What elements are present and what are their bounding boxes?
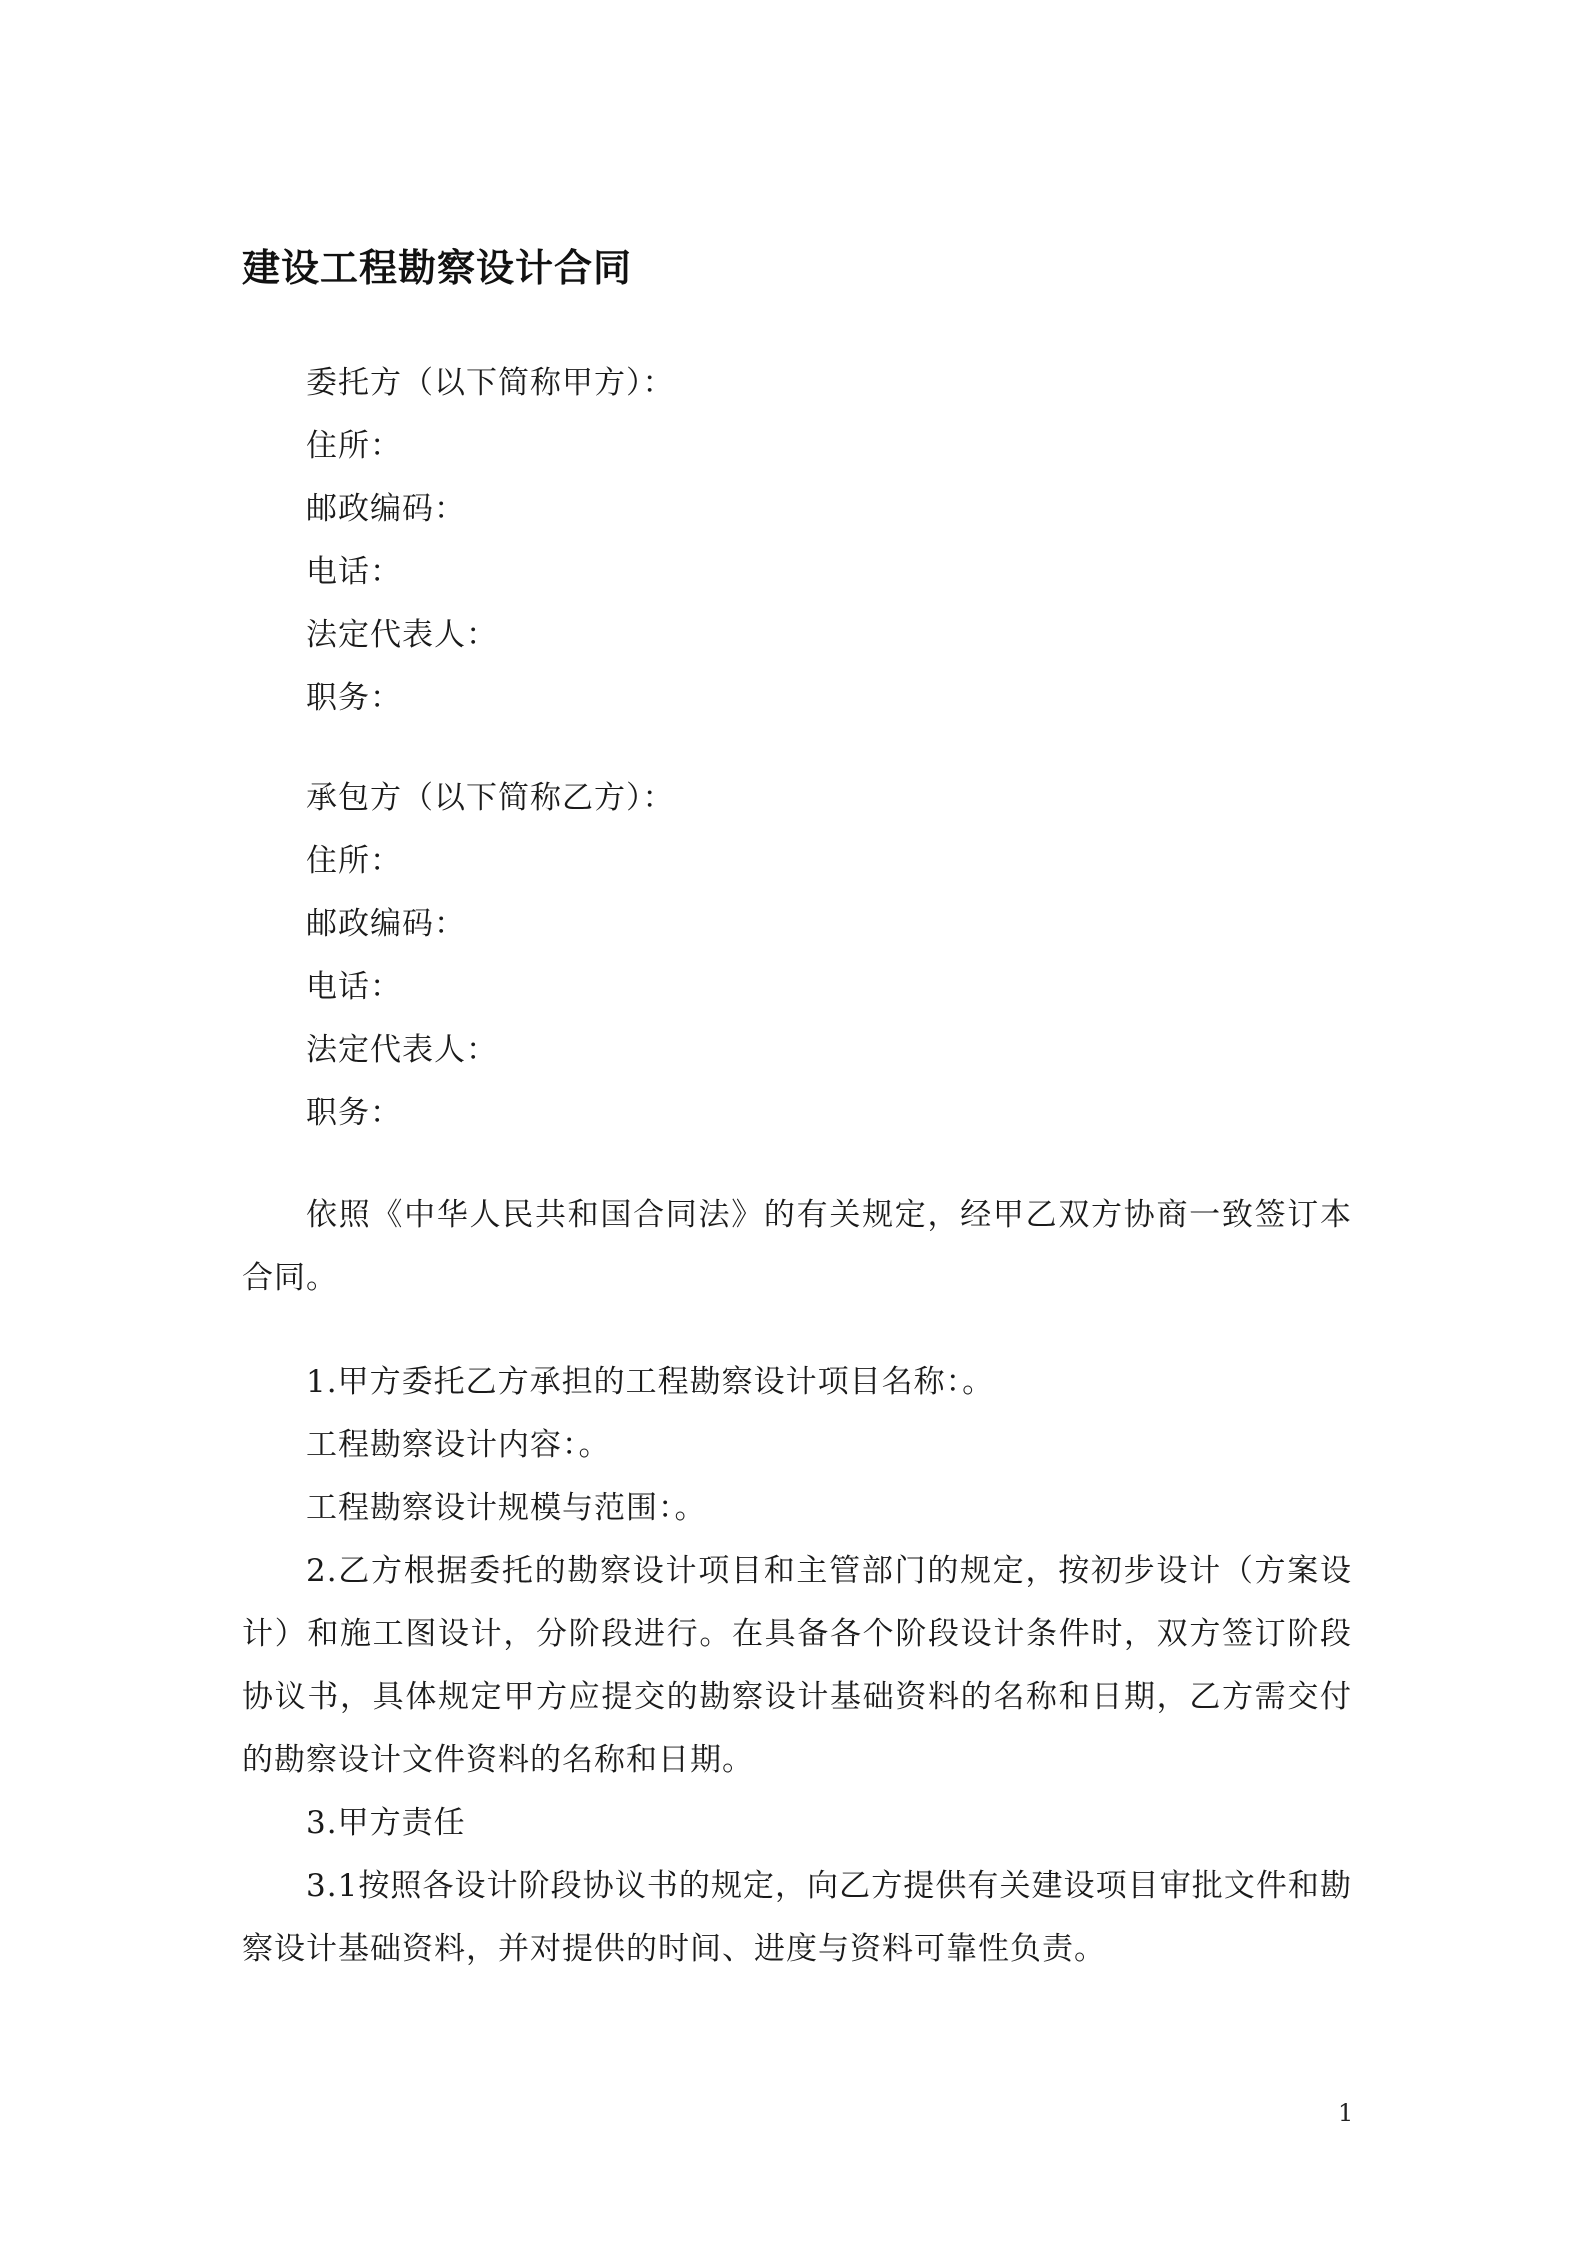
party-a-legal-rep: 法定代表人： xyxy=(306,617,498,653)
party-b-legal-rep: 法定代表人： xyxy=(306,1032,498,1068)
party-b-position: 职务： xyxy=(306,1095,402,1131)
page-number: 1 xyxy=(1338,2099,1354,2127)
party-a-address: 住所： xyxy=(306,428,402,464)
document-title: 建设工程勘察设计合同 xyxy=(242,246,633,290)
party-b-phone: 电话： xyxy=(306,969,402,1005)
clauses-block xyxy=(242,1351,1352,1981)
party-b-postcode: 邮政编码： xyxy=(306,906,466,942)
party-a-postcode: 邮政编码： xyxy=(306,491,466,527)
clause-1: 1.甲方委托乙方承担的工程勘察设计项目名称：。 xyxy=(306,1364,995,1400)
party-a-phone: 电话： xyxy=(306,554,402,590)
clause-3-1: 3.1按照各设计阶段协议书的规定，向乙方提供有关建设项目审批文件和勘察设计基础资料，并对提供的时间、进度与资料可靠性负责。 xyxy=(242,1868,1352,1967)
party-a-heading: 委托方（以下简称甲方）： xyxy=(306,365,675,401)
party-b-heading: 承包方（以下简称乙方）： xyxy=(306,780,675,816)
clause-1-content: 工程勘察设计内容：。 xyxy=(306,1427,611,1463)
party-b-address: 住所： xyxy=(306,843,402,879)
preamble-paragraph: 依照《中华人民共和国合同法》的有关规定，经甲乙双方协商一致签订本合同。 xyxy=(242,1197,1352,1296)
party-b-block xyxy=(242,767,1352,1145)
clause-2: 2.乙方根据委托的勘察设计项目和主管部门的规定，按初步设计（方案设计）和施工图设计，分阶段进行。在具备各个阶段设计条件时，双方签订阶段协议书，具体规定甲方应提交的勘察设计基础资料的名称和日期，乙方需交付的勘察设计文件资料的名称和日期。 xyxy=(242,1553,1352,1778)
party-a-position: 职务： xyxy=(306,680,402,716)
clause-3-heading: 3.甲方责任 xyxy=(306,1805,466,1841)
preamble-block xyxy=(242,1184,1352,1310)
clause-1-scope: 工程勘察设计规模与范围：。 xyxy=(306,1490,707,1526)
party-a-block xyxy=(242,352,1352,730)
